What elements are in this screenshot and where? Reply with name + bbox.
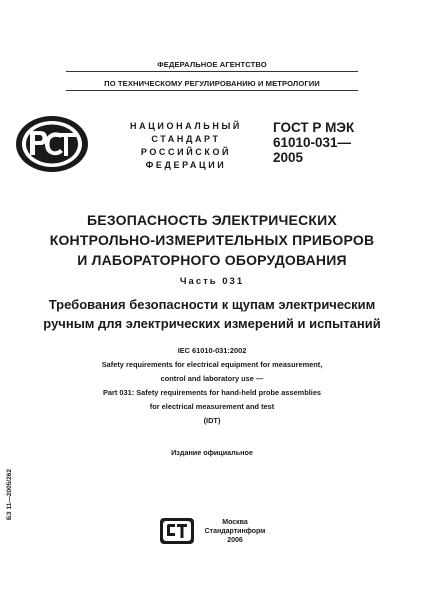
gost-designation-line1: ГОСТ Р МЭК (273, 120, 355, 135)
standartinform-logo-icon (159, 516, 195, 546)
subtitle-line-2: ручным для электрических измерений и испытаний (43, 316, 381, 331)
title-line-2: КОНТРОЛЬНО-ИЗМЕРИТЕЛЬНЫХ ПРИБОРОВ (49, 232, 375, 248)
iec-code: IEC 61010-031:2002 (177, 346, 247, 355)
iec-title-line-1: Safety requirements for electrical equipment for measurement, (101, 360, 323, 369)
standard-line-4: ФЕДЕРАЦИИ (145, 160, 227, 170)
gost-designation-line3: 2005 (273, 150, 304, 165)
part-number: Часть 031 (179, 276, 245, 287)
publisher-year: 2006 (227, 537, 243, 544)
iec-title-line-3: Part 031: Safety requirements for hand-held probe assemblies (102, 388, 322, 397)
edition-label: Издание официальное (171, 448, 253, 457)
publisher-name: Стандартинформ (204, 528, 266, 535)
agency-name-line2: ПО ТЕХНИЧЕСКОМУ РЕГУЛИРОВАНИЮ И МЕТРОЛОГИИ (104, 79, 320, 88)
iec-title-line-2: control and laboratory use — (160, 374, 264, 383)
header-divider-2 (66, 90, 358, 91)
title-line-3: И ЛАБОРАТОРНОГО ОБОРУДОВАНИЯ (77, 252, 347, 268)
iec-idt: (IDT) (203, 416, 221, 425)
agency-name-line1: ФЕДЕРАЛЬНОЕ АГЕНТСТВО (157, 60, 267, 69)
standard-line-2: СТАНДАРТ (151, 134, 221, 144)
subtitle-line-1: Требования безопасности к щупам электрическим (48, 297, 376, 312)
standard-line-1: НАЦИОНАЛЬНЫЙ (130, 121, 242, 131)
title-line-1: БЕЗОПАСНОСТЬ ЭЛЕКТРИЧЕСКИХ (87, 212, 337, 228)
header-divider-1 (66, 71, 358, 72)
side-code: БЗ 11—2005/262 (6, 469, 13, 520)
rst-gost-emblem-icon (14, 114, 90, 174)
publisher-city: Москва (222, 519, 248, 526)
standard-line-3: РОССИЙСКОЙ (140, 147, 232, 157)
gost-designation-line2: 61010-031— (273, 135, 352, 150)
iec-title-line-4: for electrical measurement and test (149, 402, 275, 411)
